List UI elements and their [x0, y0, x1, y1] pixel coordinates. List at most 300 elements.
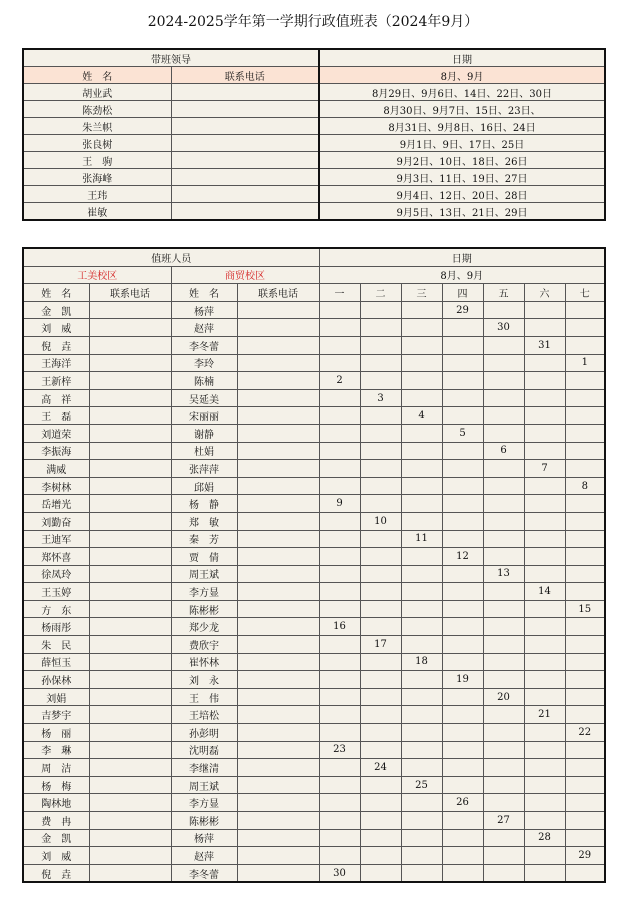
- empty-day-cell: [524, 319, 565, 337]
- empty-day-cell: [524, 600, 565, 618]
- duty-date: 29: [442, 301, 483, 319]
- staff-phone-gongmei: [89, 794, 171, 812]
- staff-phone-shangmao: [237, 636, 319, 654]
- empty-day-cell: [319, 829, 360, 847]
- empty-day-cell: [483, 794, 524, 812]
- leader-name: 张良树: [23, 135, 171, 152]
- duty-date: 18: [401, 653, 442, 671]
- duty-row: [23, 847, 605, 865]
- duty-date: 24: [360, 759, 401, 777]
- leader-phone: [171, 203, 319, 221]
- duty-row: [23, 512, 605, 530]
- empty-day-cell: [565, 389, 605, 407]
- staff-name-gongmei: 薛恒玉: [23, 653, 89, 671]
- staff-name-shangmao: 李继清: [171, 759, 237, 777]
- leaders-table: [22, 48, 606, 221]
- staff-name-shangmao: 王 伟: [171, 688, 237, 706]
- empty-day-cell: [319, 600, 360, 618]
- empty-day-cell: [524, 530, 565, 548]
- duty-date: 7: [524, 460, 565, 478]
- empty-day-cell: [483, 389, 524, 407]
- empty-day-cell: [483, 600, 524, 618]
- empty-day-cell: [442, 653, 483, 671]
- empty-day-cell: [401, 319, 442, 337]
- empty-day-cell: [565, 794, 605, 812]
- empty-day-cell: [565, 301, 605, 319]
- empty-day-cell: [565, 829, 605, 847]
- campus-shangmao: 商贸校区: [171, 266, 319, 284]
- empty-day-cell: [442, 618, 483, 636]
- duty-row: [23, 336, 605, 354]
- staff-phone-shangmao: [237, 512, 319, 530]
- staff-name-gongmei: 徐凤玲: [23, 565, 89, 583]
- empty-day-cell: [401, 442, 442, 460]
- empty-day-cell: [401, 354, 442, 372]
- staff-name-gongmei: 李 琳: [23, 741, 89, 759]
- staff-phone-shangmao: [237, 759, 319, 777]
- duty-date: 27: [483, 812, 524, 830]
- staff-phone-gongmei: [89, 688, 171, 706]
- month-label: 8月、9月: [319, 266, 605, 284]
- staff-name-shangmao: 郑 敏: [171, 512, 237, 530]
- staff-name-shangmao: 李冬蕾: [171, 336, 237, 354]
- empty-day-cell: [565, 583, 605, 601]
- empty-day-cell: [483, 354, 524, 372]
- empty-day-cell: [524, 548, 565, 566]
- empty-day-cell: [319, 354, 360, 372]
- empty-day-cell: [483, 776, 524, 794]
- month-column-header: 8月、9月: [319, 67, 605, 84]
- leader-row: [23, 135, 605, 152]
- staff-name-gongmei: 周 洁: [23, 759, 89, 777]
- duty-row: [23, 548, 605, 566]
- leader-name: 王 驹: [23, 152, 171, 169]
- duty-row: [23, 864, 605, 882]
- duty-row: [23, 372, 605, 390]
- empty-day-cell: [319, 389, 360, 407]
- duty-date: 22: [565, 724, 605, 742]
- staff-name-gongmei: 倪 垚: [23, 864, 89, 882]
- page-title: 2024-2025学年第一学期行政值班表（2024年9月）: [147, 14, 479, 30]
- duty-date: 15: [565, 600, 605, 618]
- leader-dates: 9月3日、11日、19日、27日: [319, 169, 605, 186]
- duty-date: 6: [483, 442, 524, 460]
- empty-day-cell: [360, 530, 401, 548]
- empty-day-cell: [524, 477, 565, 495]
- staff-phone-shangmao: [237, 301, 319, 319]
- staff-phone-shangmao: [237, 829, 319, 847]
- empty-day-cell: [360, 618, 401, 636]
- empty-day-cell: [524, 618, 565, 636]
- phone-column-header-a: 联系电话: [89, 284, 171, 302]
- staff-phone-shangmao: [237, 864, 319, 882]
- staff-name-shangmao: 费欣宇: [171, 636, 237, 654]
- empty-day-cell: [360, 741, 401, 759]
- staff-name-shangmao: 崔怀林: [171, 653, 237, 671]
- duty-row: [23, 477, 605, 495]
- empty-day-cell: [524, 724, 565, 742]
- staff-name-gongmei: 王新梓: [23, 372, 89, 390]
- empty-day-cell: [442, 477, 483, 495]
- duty-date: 14: [524, 583, 565, 601]
- empty-day-cell: [565, 636, 605, 654]
- staff-phone-shangmao: [237, 354, 319, 372]
- staff-name-gongmei: 李树林: [23, 477, 89, 495]
- weekday-header: 四: [442, 284, 483, 302]
- empty-day-cell: [360, 319, 401, 337]
- staff-name-gongmei: 倪 垚: [23, 336, 89, 354]
- empty-day-cell: [360, 548, 401, 566]
- duty-date: 30: [483, 319, 524, 337]
- staff-phone-gongmei: [89, 618, 171, 636]
- empty-day-cell: [565, 864, 605, 882]
- staff-name-shangmao: 李方显: [171, 794, 237, 812]
- staff-phone-shangmao: [237, 407, 319, 425]
- phone-column-header-b: 联系电话: [237, 284, 319, 302]
- leader-dates: 9月5日、13日、21日、29日: [319, 203, 605, 221]
- staff-phone-shangmao: [237, 565, 319, 583]
- empty-day-cell: [565, 812, 605, 830]
- duty-row: [23, 794, 605, 812]
- empty-day-cell: [524, 442, 565, 460]
- staff-name-gongmei: 刘 威: [23, 847, 89, 865]
- empty-day-cell: [360, 600, 401, 618]
- empty-day-cell: [360, 354, 401, 372]
- empty-day-cell: [401, 600, 442, 618]
- duty-date: 12: [442, 548, 483, 566]
- empty-day-cell: [565, 776, 605, 794]
- empty-day-cell: [360, 847, 401, 865]
- staff-phone-gongmei: [89, 372, 171, 390]
- staff-name-shangmao: 沈明磊: [171, 741, 237, 759]
- empty-day-cell: [483, 336, 524, 354]
- staff-phone-gongmei: [89, 319, 171, 337]
- duty-row: [23, 741, 605, 759]
- empty-day-cell: [442, 442, 483, 460]
- duty-date: 8: [565, 477, 605, 495]
- duty-row: [23, 301, 605, 319]
- staff-phone-gongmei: [89, 706, 171, 724]
- duty-row: [23, 688, 605, 706]
- staff-name-shangmao: 秦 芳: [171, 530, 237, 548]
- weekday-header: 六: [524, 284, 565, 302]
- staff-phone-shangmao: [237, 706, 319, 724]
- staff-name-gongmei: 陶林地: [23, 794, 89, 812]
- empty-day-cell: [565, 565, 605, 583]
- staff-name-shangmao: 王培松: [171, 706, 237, 724]
- empty-day-cell: [319, 653, 360, 671]
- staff-name-gongmei: 杨雨彤: [23, 618, 89, 636]
- empty-day-cell: [483, 460, 524, 478]
- empty-day-cell: [442, 583, 483, 601]
- empty-day-cell: [565, 741, 605, 759]
- empty-day-cell: [442, 407, 483, 425]
- empty-day-cell: [565, 688, 605, 706]
- staff-name-shangmao: 孙彭明: [171, 724, 237, 742]
- empty-day-cell: [401, 724, 442, 742]
- staff-name-shangmao: 张萍萍: [171, 460, 237, 478]
- leader-name: 张海峰: [23, 169, 171, 186]
- empty-day-cell: [401, 706, 442, 724]
- staff-name-gongmei: 朱 民: [23, 636, 89, 654]
- empty-day-cell: [319, 548, 360, 566]
- empty-day-cell: [565, 460, 605, 478]
- empty-day-cell: [565, 530, 605, 548]
- staff-name-shangmao: 吴延美: [171, 389, 237, 407]
- leader-row: [23, 101, 605, 118]
- staff-phone-shangmao: [237, 424, 319, 442]
- staff-phone-gongmei: [89, 724, 171, 742]
- leader-dates: 9月2日、10日、18日、26日: [319, 152, 605, 169]
- empty-day-cell: [524, 794, 565, 812]
- empty-day-cell: [401, 548, 442, 566]
- duty-row: [23, 618, 605, 636]
- empty-day-cell: [401, 671, 442, 689]
- staff-name-shangmao: 赵萍: [171, 319, 237, 337]
- empty-day-cell: [524, 389, 565, 407]
- empty-day-cell: [360, 688, 401, 706]
- leader-dates: 8月29日、9月6日、14日、22日、30日: [319, 84, 605, 101]
- empty-day-cell: [401, 636, 442, 654]
- empty-day-cell: [360, 706, 401, 724]
- duty-row: [23, 530, 605, 548]
- staff-phone-gongmei: [89, 477, 171, 495]
- empty-day-cell: [319, 319, 360, 337]
- staff-name-shangmao: 郑少龙: [171, 618, 237, 636]
- empty-day-cell: [360, 477, 401, 495]
- empty-day-cell: [319, 688, 360, 706]
- duty-row: [23, 653, 605, 671]
- staff-name-gongmei: 岳增光: [23, 495, 89, 513]
- duty-date: 2: [319, 372, 360, 390]
- empty-day-cell: [360, 653, 401, 671]
- name-column-header-a: 姓 名: [23, 284, 89, 302]
- staff-phone-gongmei: [89, 565, 171, 583]
- staff-phone-gongmei: [89, 442, 171, 460]
- leader-phone: [171, 135, 319, 152]
- empty-day-cell: [483, 301, 524, 319]
- empty-day-cell: [483, 829, 524, 847]
- staff-name-shangmao: 杨 静: [171, 495, 237, 513]
- weekday-header: 五: [483, 284, 524, 302]
- empty-day-cell: [442, 776, 483, 794]
- duty-row: [23, 442, 605, 460]
- duty-date: 16: [319, 618, 360, 636]
- staff-phone-gongmei: [89, 530, 171, 548]
- empty-day-cell: [524, 812, 565, 830]
- duty-row: [23, 706, 605, 724]
- staff-phone-gongmei: [89, 301, 171, 319]
- empty-day-cell: [360, 829, 401, 847]
- duty-date: 11: [401, 530, 442, 548]
- staff-phone-gongmei: [89, 741, 171, 759]
- empty-day-cell: [483, 407, 524, 425]
- empty-day-cell: [360, 565, 401, 583]
- empty-day-cell: [442, 724, 483, 742]
- empty-day-cell: [565, 653, 605, 671]
- staff-name-shangmao: 赵萍: [171, 847, 237, 865]
- empty-day-cell: [565, 336, 605, 354]
- empty-day-cell: [524, 495, 565, 513]
- date-header: 日期: [319, 49, 605, 67]
- staff-phone-shangmao: [237, 794, 319, 812]
- leader-row: [23, 84, 605, 101]
- empty-day-cell: [401, 741, 442, 759]
- empty-day-cell: [565, 407, 605, 425]
- empty-day-cell: [483, 424, 524, 442]
- staff-name-gongmei: 刘 威: [23, 319, 89, 337]
- empty-day-cell: [360, 460, 401, 478]
- empty-day-cell: [483, 477, 524, 495]
- empty-day-cell: [483, 530, 524, 548]
- duty-date: 30: [319, 864, 360, 882]
- empty-day-cell: [524, 776, 565, 794]
- duty-row: [23, 829, 605, 847]
- empty-day-cell: [442, 354, 483, 372]
- leader-dates: 9月4日、12日、20日、28日: [319, 186, 605, 203]
- staff-phone-shangmao: [237, 372, 319, 390]
- staff-name-shangmao: 邱娟: [171, 477, 237, 495]
- leader-row: [23, 186, 605, 203]
- empty-day-cell: [401, 565, 442, 583]
- staff-name-gongmei: 吉梦宇: [23, 706, 89, 724]
- staff-phone-gongmei: [89, 583, 171, 601]
- staff-name-gongmei: 王迪军: [23, 530, 89, 548]
- empty-day-cell: [483, 583, 524, 601]
- empty-day-cell: [360, 776, 401, 794]
- empty-day-cell: [319, 812, 360, 830]
- empty-day-cell: [319, 407, 360, 425]
- duty-date: 26: [442, 794, 483, 812]
- empty-day-cell: [401, 372, 442, 390]
- empty-day-cell: [401, 864, 442, 882]
- empty-day-cell: [319, 706, 360, 724]
- empty-day-cell: [442, 600, 483, 618]
- empty-day-cell: [524, 759, 565, 777]
- empty-day-cell: [360, 407, 401, 425]
- duty-date: 13: [483, 565, 524, 583]
- empty-day-cell: [442, 372, 483, 390]
- leader-name: 陈劲松: [23, 101, 171, 118]
- duty-date: 4: [401, 407, 442, 425]
- empty-day-cell: [524, 671, 565, 689]
- empty-day-cell: [524, 741, 565, 759]
- empty-day-cell: [401, 829, 442, 847]
- leader-dates: 8月31日、9月8日、16日、24日: [319, 118, 605, 135]
- empty-day-cell: [319, 636, 360, 654]
- empty-day-cell: [483, 741, 524, 759]
- empty-day-cell: [401, 512, 442, 530]
- staff-name-shangmao: 贾 倩: [171, 548, 237, 566]
- staff-phone-shangmao: [237, 847, 319, 865]
- empty-day-cell: [401, 794, 442, 812]
- empty-day-cell: [401, 618, 442, 636]
- staff-name-gongmei: 方 东: [23, 600, 89, 618]
- staff-name-shangmao: 李冬蕾: [171, 864, 237, 882]
- empty-day-cell: [360, 336, 401, 354]
- empty-day-cell: [360, 724, 401, 742]
- empty-day-cell: [565, 442, 605, 460]
- staff-phone-shangmao: [237, 618, 319, 636]
- duty-row: [23, 583, 605, 601]
- empty-day-cell: [483, 495, 524, 513]
- empty-day-cell: [401, 847, 442, 865]
- duty-row: [23, 812, 605, 830]
- staff-name-shangmao: 陈彬彬: [171, 600, 237, 618]
- duty-row: [23, 319, 605, 337]
- staff-phone-gongmei: [89, 829, 171, 847]
- empty-day-cell: [565, 671, 605, 689]
- empty-day-cell: [401, 424, 442, 442]
- duty-date: 31: [524, 336, 565, 354]
- empty-day-cell: [565, 495, 605, 513]
- empty-day-cell: [524, 424, 565, 442]
- staff-phone-gongmei: [89, 336, 171, 354]
- staff-phone-shangmao: [237, 389, 319, 407]
- empty-day-cell: [360, 583, 401, 601]
- staff-phone-shangmao: [237, 548, 319, 566]
- duty-row: [23, 776, 605, 794]
- empty-day-cell: [565, 706, 605, 724]
- empty-day-cell: [524, 847, 565, 865]
- empty-day-cell: [319, 301, 360, 319]
- staff-phone-gongmei: [89, 776, 171, 794]
- leader-row: [23, 118, 605, 135]
- staff-name-shangmao: 李玲: [171, 354, 237, 372]
- empty-day-cell: [319, 671, 360, 689]
- staff-name-gongmei: 刘娟: [23, 688, 89, 706]
- weekday-header: 二: [360, 284, 401, 302]
- staff-phone-gongmei: [89, 847, 171, 865]
- empty-day-cell: [524, 407, 565, 425]
- staff-phone-gongmei: [89, 389, 171, 407]
- empty-day-cell: [565, 512, 605, 530]
- duty-date: 17: [360, 636, 401, 654]
- empty-day-cell: [565, 618, 605, 636]
- empty-day-cell: [524, 653, 565, 671]
- empty-day-cell: [483, 653, 524, 671]
- empty-day-cell: [483, 512, 524, 530]
- empty-day-cell: [360, 372, 401, 390]
- staff-phone-gongmei: [89, 460, 171, 478]
- duty-date: 10: [360, 512, 401, 530]
- empty-day-cell: [360, 794, 401, 812]
- empty-day-cell: [401, 336, 442, 354]
- staff-phone-shangmao: [237, 460, 319, 478]
- empty-day-cell: [442, 741, 483, 759]
- staff-name-shangmao: 陈彬彬: [171, 812, 237, 830]
- duty-row: [23, 424, 605, 442]
- staff-phone-gongmei: [89, 548, 171, 566]
- empty-day-cell: [319, 460, 360, 478]
- staff-phone-shangmao: [237, 741, 319, 759]
- staff-phone-shangmao: [237, 671, 319, 689]
- empty-day-cell: [483, 759, 524, 777]
- empty-day-cell: [565, 424, 605, 442]
- empty-day-cell: [483, 618, 524, 636]
- leader-name: 朱兰帜: [23, 118, 171, 135]
- leader-name: 胡业武: [23, 84, 171, 101]
- staff-name-shangmao: 谢静: [171, 424, 237, 442]
- empty-day-cell: [524, 688, 565, 706]
- empty-day-cell: [319, 759, 360, 777]
- staff-name-gongmei: 郑怀喜: [23, 548, 89, 566]
- staff-phone-gongmei: [89, 864, 171, 882]
- empty-day-cell: [442, 460, 483, 478]
- empty-day-cell: [442, 530, 483, 548]
- weekday-header: 七: [565, 284, 605, 302]
- staff-name-shangmao: 刘 永: [171, 671, 237, 689]
